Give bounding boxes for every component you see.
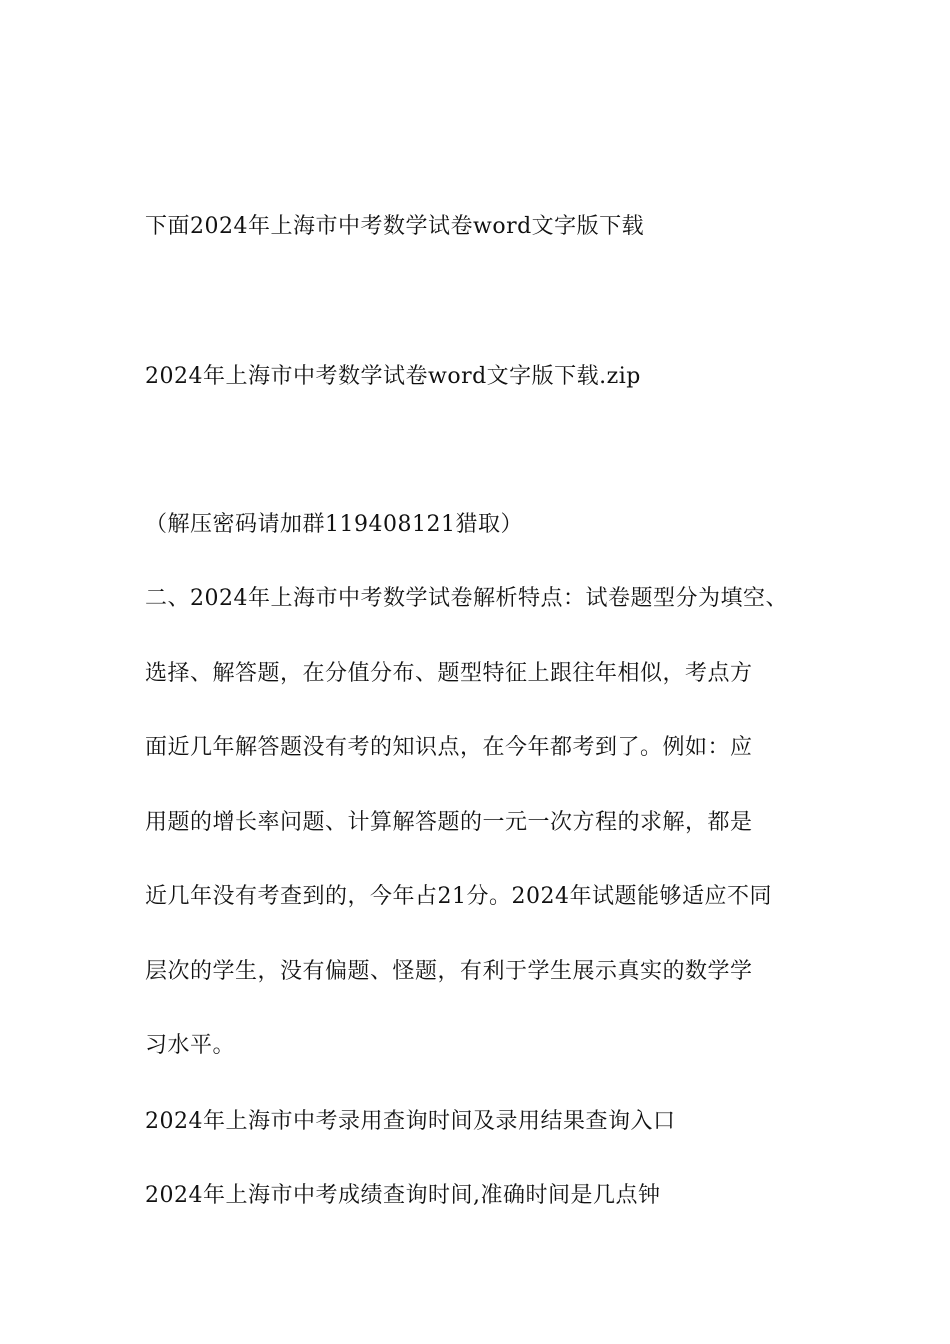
related-link-admission[interactable]: 2024年上海市中考录用查询时间及录用结果查询入口 <box>145 1109 676 1134</box>
paragraph-line: 选择、解答题，在分值分布、题型特征上跟往年相似，考点方 <box>145 660 753 686</box>
paragraph-line: 面近几年解答题没有考的知识点，在今年都考到了。例如：应 <box>145 735 753 760</box>
analysis-paragraph <box>145 562 830 1084</box>
paragraph-line: 层次的学生，没有偏题、怪题，有利于学生展示真实的数学学 <box>145 958 753 984</box>
paragraph-line: 二、2024年上海市中考数学试卷解析特点：试卷题型分为填空、 <box>145 586 788 611</box>
intro-line: 下面2024年上海市中考数学试卷word文字版下载 <box>145 214 645 239</box>
related-link-score[interactable]: 2024年上海市中考成绩查询时间,准确时间是几点钟 <box>145 1183 661 1208</box>
download-file-link[interactable]: 2024年上海市中考数学试卷word文字版下载.zip <box>145 364 641 389</box>
paragraph-line: 近几年没有考查到的，今年占21分。2024年试题能够适应不同 <box>145 884 772 909</box>
paragraph-line: 习水平。 <box>145 1033 236 1058</box>
password-note: （解压密码请加群119408121猎取） <box>145 512 523 537</box>
paragraph-line: 用题的增长率问题、计算解答题的一元一次方程的求解，都是 <box>145 809 753 835</box>
